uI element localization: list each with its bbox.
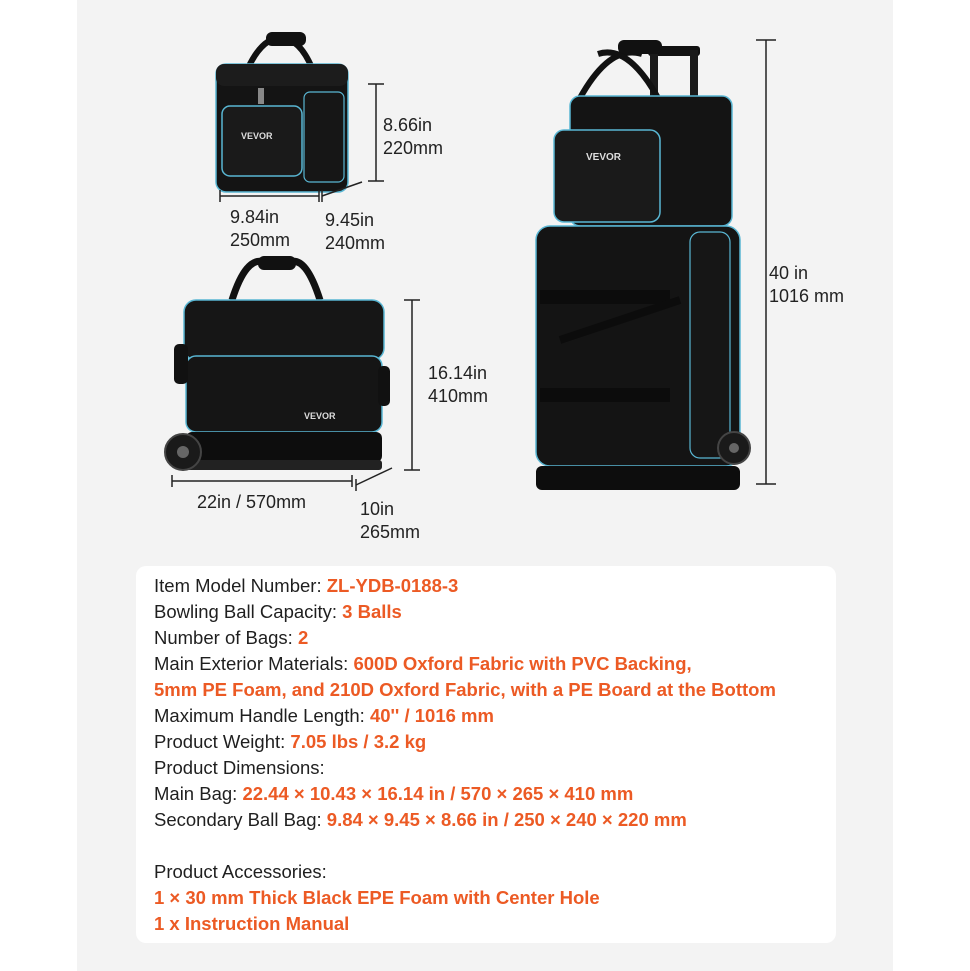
spec-handle (154, 703, 494, 729)
stacked-height-label (769, 262, 844, 308)
main-bag-height-mm: 410mm (428, 386, 489, 406)
main-bag-depth-in: 10in (360, 499, 395, 519)
small-bag-width-label (230, 206, 290, 252)
spec-secondary-bag (154, 807, 687, 833)
main-bag-depth-label (360, 498, 420, 544)
spec-materials-value-2: 5mm PE Foam, and 210D Oxford Fabric, with a PE Board at the Bottom (154, 679, 776, 700)
spec-weight-value: 7.05 lbs / 3.2 kg (290, 731, 427, 752)
spec-materials-label: Main Exterior Materials: (154, 653, 354, 674)
stacked-height-in: 40 in (769, 263, 809, 283)
spec-bags (154, 625, 308, 651)
spec-materials-value-1: 600D Oxford Fabric with PVC Backing, (353, 653, 692, 674)
main-bag-image (165, 256, 390, 470)
spec-accessory-2: 1 x Instruction Manual (154, 913, 350, 934)
spec-materials (154, 651, 692, 677)
stacked-bags-image (536, 40, 750, 490)
spec-capacity (154, 599, 402, 625)
spec-bags-value: 2 (297, 627, 309, 648)
small-bag-height-label (383, 114, 443, 160)
spec-secondary-bag-label: Secondary Ball Bag: (154, 809, 327, 830)
small-bag-height-in: 8.66in (383, 115, 433, 135)
main-bag-depth-mm: 265mm (360, 522, 421, 542)
small-bag-depth-mm: 240mm (325, 233, 386, 253)
small-bag-logo: VEVOR (241, 131, 273, 141)
stacked-height-mm: 1016 mm (769, 286, 845, 306)
main-bag-logo: VEVOR (304, 411, 336, 421)
small-bag-depth-in: 9.45in (325, 210, 375, 230)
spec-model-label: Item Model Number: (154, 575, 327, 596)
spec-capacity-value: 3 Balls (342, 601, 402, 622)
main-bag-width-label (197, 491, 306, 514)
spec-dimensions-heading: Product Dimensions: (154, 757, 325, 778)
small-bag-depth-label (325, 209, 385, 255)
spec-handle-value: 40'' / 1016 mm (369, 705, 494, 726)
spec-accessories-heading: Product Accessories: (154, 861, 327, 882)
spec-main-bag-value: 22.44 × 10.43 × 16.14 in / 570 × 265 × 410 mm (242, 783, 634, 804)
main-bag-height-in: 16.14in (428, 363, 488, 383)
spec-handle-label: Maximum Handle Length: (154, 705, 370, 726)
small-bag-height-mm: 220mm (383, 138, 444, 158)
spec-materials-cont (154, 677, 776, 703)
spec-weight (154, 729, 426, 755)
main-bag-width: 22in / 570mm (197, 492, 307, 512)
main-bag-height-label (428, 362, 488, 408)
spec-accessory-1: 1 × 30 mm Thick Black EPE Foam with Center Hole (154, 887, 600, 908)
spec-model (154, 573, 458, 599)
stacked-top-logo: VEVOR (586, 152, 622, 163)
spec-weight-label: Product Weight: (154, 731, 291, 752)
spec-secondary-bag-value: 9.84 × 9.45 × 8.66 in / 250 × 240 × 220 mm (326, 809, 687, 830)
small-bag-image (216, 32, 348, 192)
spec-main-bag (154, 781, 633, 807)
small-bag-width-in: 9.84in (230, 207, 280, 227)
spec-main-bag-label: Main Bag: (154, 783, 243, 804)
spec-bags-label: Number of Bags: (154, 627, 298, 648)
spec-model-value: ZL-YDB-0188-3 (326, 575, 459, 596)
spec-capacity-label: Bowling Ball Capacity: (154, 601, 343, 622)
small-bag-width-mm: 250mm (230, 230, 291, 250)
